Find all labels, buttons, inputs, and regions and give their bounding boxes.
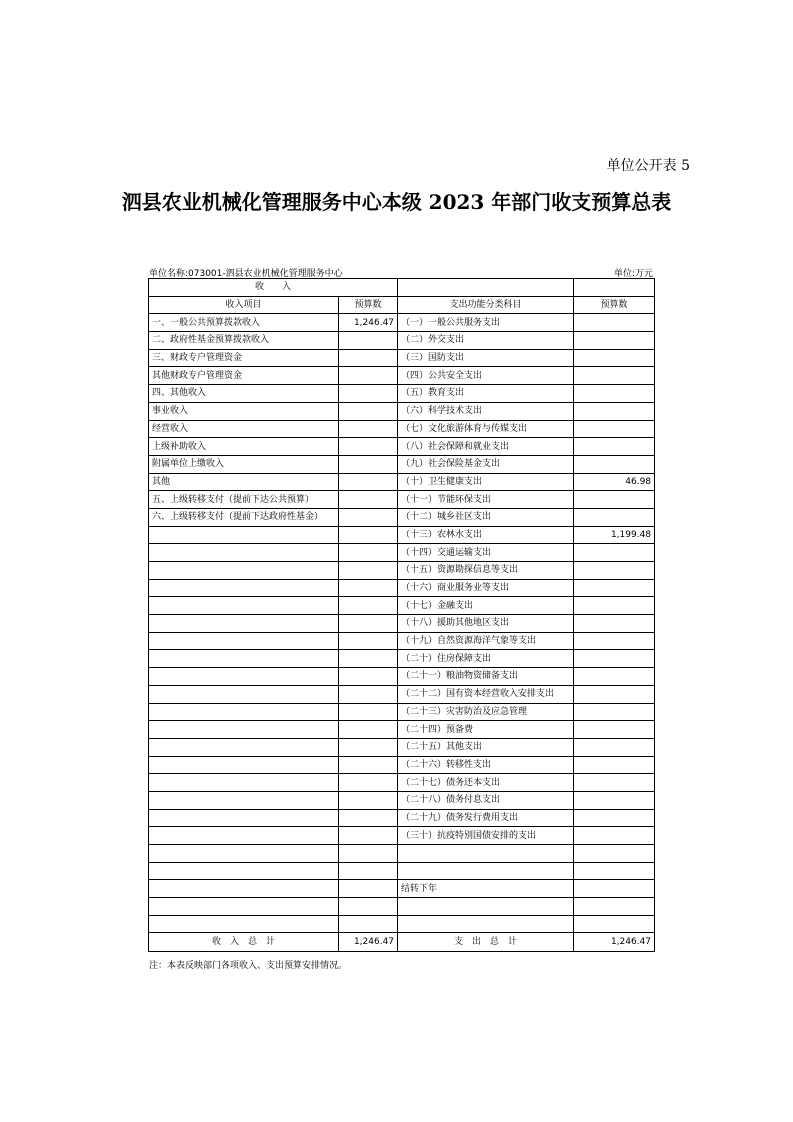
table-row bbox=[149, 880, 655, 898]
table-row bbox=[149, 632, 655, 650]
expense-amount-cell bbox=[574, 615, 655, 633]
expense-item-cell bbox=[398, 845, 574, 863]
income-item-cell: 经营收入 bbox=[149, 420, 339, 438]
income-item-cell bbox=[149, 809, 339, 827]
expense-amount-cell bbox=[574, 402, 655, 420]
income-amount-cell bbox=[339, 508, 398, 526]
income-item-cell bbox=[149, 880, 339, 898]
table-row bbox=[149, 349, 655, 367]
unit-name-label: 单位名称:073001-泗县农业机械化管理服务中心 bbox=[149, 269, 343, 279]
income-item-cell: 三、财政专户管理资金 bbox=[149, 349, 339, 367]
table-row bbox=[149, 845, 655, 863]
blank-cell bbox=[574, 279, 655, 297]
table-row bbox=[149, 862, 655, 880]
expense-amount-cell bbox=[574, 632, 655, 650]
expense-amount-cell bbox=[574, 827, 655, 845]
currency-unit-label: 单位:万元 bbox=[613, 269, 653, 279]
col-expense-amount: 预算数 bbox=[574, 296, 655, 314]
income-amount-cell bbox=[339, 579, 398, 597]
expense-amount-cell bbox=[574, 597, 655, 615]
income-item-cell: 六、上级转移支付（提前下达政府性基金） bbox=[149, 508, 339, 526]
income-item-cell bbox=[149, 862, 339, 880]
expense-amount-cell bbox=[574, 491, 655, 509]
expense-item-cell: （二十）住房保障支出 bbox=[398, 650, 574, 668]
table-row bbox=[149, 721, 655, 739]
expense-amount-cell bbox=[574, 385, 655, 403]
income-item-cell bbox=[149, 579, 339, 597]
expense-item-cell: （十八）援助其他地区支出 bbox=[398, 615, 574, 633]
table-row bbox=[149, 385, 655, 403]
income-item-cell: 四、其他收入 bbox=[149, 385, 339, 403]
income-item-cell bbox=[149, 791, 339, 809]
income-item-cell bbox=[149, 650, 339, 668]
document-number: 单位公开表 5 bbox=[606, 158, 690, 174]
income-item-cell bbox=[149, 668, 339, 686]
expense-amount-cell: 1,199.48 bbox=[574, 526, 655, 544]
expense-item-cell: （二十六）转移性支出 bbox=[398, 756, 574, 774]
expense-amount-cell bbox=[574, 862, 655, 880]
table-row bbox=[149, 791, 655, 809]
income-amount-cell bbox=[339, 332, 398, 350]
income-amount-cell bbox=[339, 880, 398, 898]
income-amount-cell bbox=[339, 898, 398, 916]
income-amount-cell bbox=[339, 420, 398, 438]
expense-item-cell: （二十二）国有资本经营收入安排支出 bbox=[398, 685, 574, 703]
expense-item-cell: （十六）商业服务业等支出 bbox=[398, 579, 574, 597]
expense-item-cell: （二十四）预备费 bbox=[398, 721, 574, 739]
income-amount-cell bbox=[339, 668, 398, 686]
expense-item-cell: （十七）金融支出 bbox=[398, 597, 574, 615]
income-section-header: 收 入 bbox=[149, 279, 398, 297]
expense-item-cell: （五）教育支出 bbox=[398, 385, 574, 403]
expense-item-cell bbox=[398, 862, 574, 880]
table-row bbox=[149, 402, 655, 420]
expense-item-cell: （七）文化旅游体育与传媒支出 bbox=[398, 420, 574, 438]
income-item-cell bbox=[149, 756, 339, 774]
expense-amount-cell bbox=[574, 349, 655, 367]
income-amount-cell bbox=[339, 544, 398, 562]
table-row bbox=[149, 526, 655, 544]
income-item-cell: 附属单位上缴收入 bbox=[149, 455, 339, 473]
expense-item-cell: （二十三）灾害防治及应急管理 bbox=[398, 703, 574, 721]
table-row bbox=[149, 438, 655, 456]
table-row bbox=[149, 420, 655, 438]
total-row bbox=[149, 933, 655, 952]
income-item-cell bbox=[149, 845, 339, 863]
expense-item-cell: （十五）资源勘探信息等支出 bbox=[398, 562, 574, 580]
income-amount-cell bbox=[339, 862, 398, 880]
income-amount-cell bbox=[339, 438, 398, 456]
income-item-cell: 上级补助收入 bbox=[149, 438, 339, 456]
table-row bbox=[149, 756, 655, 774]
expense-item-cell: （十二）城乡社区支出 bbox=[398, 508, 574, 526]
expense-amount-cell bbox=[574, 420, 655, 438]
expense-item-cell: （九）社会保险基金支出 bbox=[398, 455, 574, 473]
income-amount-cell bbox=[339, 632, 398, 650]
expense-amount-cell bbox=[574, 880, 655, 898]
table-row bbox=[149, 703, 655, 721]
income-item-cell: 五、上级转移支付（提前下达公共预算） bbox=[149, 491, 339, 509]
expense-item-cell: （二十八）债务付息支出 bbox=[398, 791, 574, 809]
income-amount-cell bbox=[339, 791, 398, 809]
expense-item-cell: （十三）农林水支出 bbox=[398, 526, 574, 544]
col-income-amount: 预算数 bbox=[339, 296, 398, 314]
income-amount-cell bbox=[339, 367, 398, 385]
expense-amount-cell bbox=[574, 668, 655, 686]
expense-amount-cell: 46.98 bbox=[574, 473, 655, 491]
table-row bbox=[149, 915, 655, 933]
expense-item-cell: 结转下年 bbox=[398, 880, 574, 898]
income-item-cell bbox=[149, 827, 339, 845]
income-amount-cell bbox=[339, 615, 398, 633]
expense-amount-cell bbox=[574, 438, 655, 456]
expense-total-amount: 1,246.47 bbox=[574, 933, 655, 952]
expense-item-cell: （二十九）债务发行费用支出 bbox=[398, 809, 574, 827]
expense-item-cell: （十九）自然资源海洋气象等支出 bbox=[398, 632, 574, 650]
column-header-row bbox=[149, 296, 655, 314]
budget-table bbox=[148, 278, 655, 952]
table-row bbox=[149, 685, 655, 703]
expense-amount-cell bbox=[574, 898, 655, 916]
income-item-cell bbox=[149, 526, 339, 544]
income-total-label: 收 入 总 计 bbox=[149, 933, 339, 952]
expense-amount-cell bbox=[574, 791, 655, 809]
expense-amount-cell bbox=[574, 562, 655, 580]
expense-item-cell: （二）外交支出 bbox=[398, 332, 574, 350]
expense-item-cell: （四）公共安全支出 bbox=[398, 367, 574, 385]
table-row bbox=[149, 508, 655, 526]
income-amount-cell bbox=[339, 685, 398, 703]
income-amount-cell bbox=[339, 721, 398, 739]
income-item-cell bbox=[149, 562, 339, 580]
table-row bbox=[149, 738, 655, 756]
income-amount-cell bbox=[339, 597, 398, 615]
income-amount-cell bbox=[339, 650, 398, 668]
income-item-cell bbox=[149, 738, 339, 756]
expense-amount-cell bbox=[574, 809, 655, 827]
table-row bbox=[149, 615, 655, 633]
table-row bbox=[149, 314, 655, 332]
income-amount-cell bbox=[339, 455, 398, 473]
expense-amount-cell bbox=[574, 845, 655, 863]
expense-item-cell: （三十）抗疫特别国债安排的支出 bbox=[398, 827, 574, 845]
expense-amount-cell bbox=[574, 544, 655, 562]
expense-item-cell: （三）国防支出 bbox=[398, 349, 574, 367]
income-amount-cell bbox=[339, 827, 398, 845]
expense-amount-cell bbox=[574, 579, 655, 597]
expense-item-cell bbox=[398, 915, 574, 933]
expense-amount-cell bbox=[574, 455, 655, 473]
income-item-cell bbox=[149, 597, 339, 615]
income-item-cell bbox=[149, 632, 339, 650]
footnote: 注：本表反映部门各项收入、支出预算安排情况。 bbox=[149, 961, 348, 971]
expense-amount-cell bbox=[574, 721, 655, 739]
expense-amount-cell bbox=[574, 915, 655, 933]
income-item-cell: 其他 bbox=[149, 473, 339, 491]
table-row bbox=[149, 367, 655, 385]
expense-item-cell: （八）社会保障和就业支出 bbox=[398, 438, 574, 456]
income-item-cell bbox=[149, 615, 339, 633]
income-amount-cell bbox=[339, 756, 398, 774]
table-row bbox=[149, 774, 655, 792]
expense-amount-cell bbox=[574, 756, 655, 774]
table-row bbox=[149, 491, 655, 509]
income-amount-cell bbox=[339, 526, 398, 544]
income-amount-cell bbox=[339, 473, 398, 491]
section-header-row bbox=[149, 279, 655, 297]
page-title: 泗县农业机械化管理服务中心本级 2023 年部门收支预算总表 bbox=[121, 190, 672, 214]
income-amount-cell bbox=[339, 915, 398, 933]
expense-item-cell: （十四）交通运输支出 bbox=[398, 544, 574, 562]
expense-amount-cell bbox=[574, 650, 655, 668]
expense-amount-cell bbox=[574, 332, 655, 350]
income-item-cell bbox=[149, 721, 339, 739]
expense-item-cell: （六）科学技术支出 bbox=[398, 402, 574, 420]
income-item-cell: 二、政府性基金预算拨款收入 bbox=[149, 332, 339, 350]
income-amount-cell bbox=[339, 738, 398, 756]
income-amount-cell bbox=[339, 562, 398, 580]
income-item-cell bbox=[149, 774, 339, 792]
col-income-item: 收入项目 bbox=[149, 296, 339, 314]
expense-amount-cell bbox=[574, 774, 655, 792]
table-row bbox=[149, 827, 655, 845]
income-amount-cell bbox=[339, 703, 398, 721]
expense-item-cell: （二十七）债务还本支出 bbox=[398, 774, 574, 792]
income-item-cell bbox=[149, 685, 339, 703]
expense-item-cell bbox=[398, 898, 574, 916]
expense-item-cell: （一）一般公共服务支出 bbox=[398, 314, 574, 332]
expense-amount-cell bbox=[574, 703, 655, 721]
col-expense-item: 支出功能分类科目 bbox=[398, 296, 574, 314]
income-item-cell: 事业收入 bbox=[149, 402, 339, 420]
table-row bbox=[149, 332, 655, 350]
table-row bbox=[149, 898, 655, 916]
income-item-cell bbox=[149, 703, 339, 721]
income-amount-cell bbox=[339, 809, 398, 827]
income-amount-cell: 1,246.47 bbox=[339, 314, 398, 332]
income-amount-cell bbox=[339, 845, 398, 863]
expense-amount-cell bbox=[574, 685, 655, 703]
table-row bbox=[149, 597, 655, 615]
expense-item-cell: （十）卫生健康支出 bbox=[398, 473, 574, 491]
income-amount-cell bbox=[339, 402, 398, 420]
expense-item-cell: （二十五）其他支出 bbox=[398, 738, 574, 756]
income-amount-cell bbox=[339, 491, 398, 509]
income-item-cell bbox=[149, 915, 339, 933]
table-row bbox=[149, 809, 655, 827]
expense-amount-cell bbox=[574, 738, 655, 756]
expense-amount-cell bbox=[574, 367, 655, 385]
table-row bbox=[149, 544, 655, 562]
income-item-cell: 其他财政专户管理资金 bbox=[149, 367, 339, 385]
table-row bbox=[149, 562, 655, 580]
income-amount-cell bbox=[339, 774, 398, 792]
income-total-amount: 1,246.47 bbox=[339, 933, 398, 952]
table-row bbox=[149, 668, 655, 686]
expense-amount-cell bbox=[574, 508, 655, 526]
blank-cell bbox=[398, 279, 574, 297]
income-item-cell bbox=[149, 544, 339, 562]
expense-item-cell: （二十一）粮油物资储备支出 bbox=[398, 668, 574, 686]
expense-total-label: 支 出 总 计 bbox=[398, 933, 574, 952]
table-row bbox=[149, 455, 655, 473]
expense-amount-cell bbox=[574, 314, 655, 332]
expense-item-cell: （十一）节能环保支出 bbox=[398, 491, 574, 509]
income-item-cell bbox=[149, 898, 339, 916]
table-row bbox=[149, 473, 655, 491]
budget-table-body bbox=[149, 279, 655, 952]
income-amount-cell bbox=[339, 385, 398, 403]
table-row bbox=[149, 650, 655, 668]
income-amount-cell bbox=[339, 349, 398, 367]
table-row bbox=[149, 579, 655, 597]
income-item-cell: 一、一般公共预算拨款收入 bbox=[149, 314, 339, 332]
